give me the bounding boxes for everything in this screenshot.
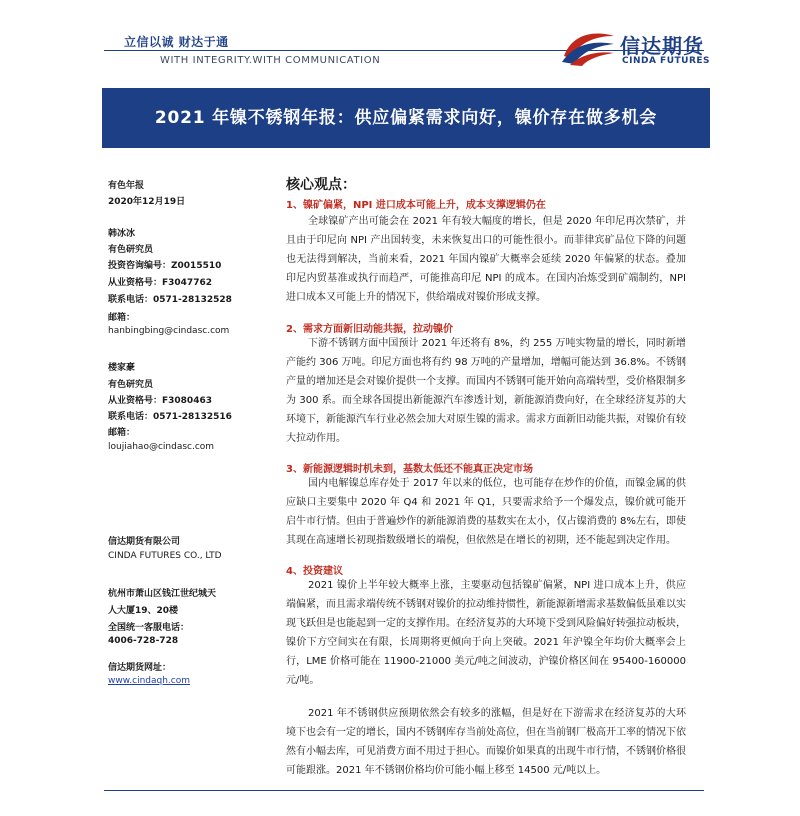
analyst-phone: 联系电话：0571-28132528 bbox=[108, 295, 232, 305]
address-line-2: 人大厦19、20楼 bbox=[108, 606, 179, 616]
analyst-license: 从业资格号：F3080463 bbox=[108, 396, 212, 406]
section-title-3: 3、新能源逻辑时机未到，基数太低还不能真正决定市场 bbox=[286, 464, 533, 475]
section-paragraph: 下游不锈钢方面中国预计 2021 年还将有 8%，约 255 万吨实物量的增长，同时新增产能约 306 万吨。印尼方面也将有约 98 万吨的产量增加，增幅可能达到 36.8%。不锈钢产量的增加还是会对镍价提供一个支撑。而国内不锈钢可能开始向高端转型，受价格限制多为 300 系。而全球各国提出新能源汽车渗透计划，新能源消费向好，在全球经济复苏的大环境下，新能源汽车行业必然会加大对原生镍的需求。需求方面新旧动能共振，对镍价有较大拉动作用。 bbox=[286, 338, 686, 444]
analyst-phone: 联系电话：0571-28132516 bbox=[108, 412, 232, 422]
section-title-2: 2、需求方面新旧动能共振，拉动镍价 bbox=[286, 324, 453, 335]
analyst-role: 有色研究员 bbox=[108, 380, 154, 390]
logo-text-en: CINDA FUTURES bbox=[622, 56, 711, 66]
hotline-number: 4006-728-728 bbox=[108, 636, 179, 646]
website-link[interactable]: www.cindaqh.com bbox=[108, 676, 190, 686]
company-name-cn: 信达期货有限公司 bbox=[108, 537, 181, 547]
section-paragraph: 国内电解镍总库存处于 2017 年以来的低位，也可能存在炒作的价值，而镍金属的供应缺口主要集中 2020 年 Q4 和 2021 年 Q1，只要需求给予一个爆发点，镍价就可能开启牛市行情。但由于普遍炒作的新能源消费的基数实在太小，仅占镍消费的 8%左右，即使其现在高速增长初现指数级增长的端倪，但依然是在增长的初期，还不能起到决定作用。 bbox=[286, 478, 686, 546]
footer-divider bbox=[104, 790, 704, 791]
website-label: 信达期货网址： bbox=[108, 663, 172, 673]
hotline-label: 全国统一客服电话： bbox=[108, 623, 190, 633]
address-line-1: 杭州市萧山区钱江世纪城天 bbox=[108, 589, 217, 599]
section-title-4: 4、投资建议 bbox=[286, 566, 343, 577]
core-views-heading: 核心观点： bbox=[286, 177, 356, 193]
analyst-license: 从业资格号：F3047762 bbox=[108, 278, 212, 288]
analyst-name: 韩冰冰 bbox=[108, 229, 136, 239]
report-title: 2021 年镍不锈钢年报：供应偏紧需求向好，镍价存在做多机会 bbox=[154, 108, 658, 128]
analyst-cert: 投资咨询编号：Z0015510 bbox=[108, 261, 222, 271]
analyst-email[interactable]: loujiahao@cindasc.com bbox=[108, 442, 215, 452]
analyst-email-label: 邮箱： bbox=[108, 313, 136, 323]
analyst-name: 楼家豪 bbox=[108, 363, 136, 373]
logo-text-cn: 信达期货 bbox=[620, 34, 704, 58]
analyst-role: 有色研究员 bbox=[108, 245, 154, 255]
company-logo bbox=[560, 26, 740, 66]
section-paragraph: 2021 年不锈钢供应预期依然会有较多的涨幅，但是好在下游需求在经济复苏的大环境下也会有一定的增长，国内不锈钢库存当前处高位，但在当前钢厂极高开工率的情况下依然有小幅去库，可见消费方面不用过于担心。而镍价如果真的出现牛市行情，不锈钢价格很可能跟涨。2021 年不锈钢价格均价可能小幅上移至 14500 元/吨以上。 bbox=[286, 708, 686, 776]
slogan-en: WITH INTEGRITY.WITH COMMUNICATION bbox=[160, 55, 381, 66]
section-title-1: 1、镍矿偏紧，NPI 进口成本可能上升，成本支撑逻辑仍在 bbox=[286, 200, 546, 211]
analyst-email-label: 邮箱： bbox=[108, 428, 136, 438]
analyst-email[interactable]: hanbingbing@cindasc.com bbox=[108, 326, 230, 336]
report-type: 有色年报 bbox=[108, 181, 145, 191]
report-date: 2020年12月19日 bbox=[108, 197, 186, 207]
section-paragraph: 全球镍矿产出可能会在 2021 年有较大幅度的增长，但是 2020 年印尼再次禁矿，并且由于印尼向 NPI 产出国转变，未来恢复出口的可能性很小。而菲律宾矿品位下降的问题也无法得到解决，当前来看，2021 年国内镍矿大概率会延续 2020 年偏紧的状态。叠加印尼内贸基准或执行而趋严，可能推高印尼 NPI 的成本。在国内冶炼受到矿端制约，NPI 进口成本又可能上升的情况下，供给端成对镍价形成支撑。 bbox=[286, 216, 686, 303]
slogan-cn: 立信以诚 财达于通 bbox=[124, 35, 229, 49]
company-name-en: CINDA FUTURES CO., LTD bbox=[108, 551, 222, 561]
page-header bbox=[0, 0, 800, 88]
report-title-bar bbox=[102, 88, 710, 148]
cinda-logo-icon bbox=[560, 26, 616, 66]
section-paragraph: 2021 镍价上半年较大概率上涨，主要驱动包括镍矿偏紧，NPI 进口成本上升，供应端偏紧，而且需求端传统不锈钢对镍价的拉动维持惯性，新能源新增需求基数偏低虽难以实现飞跃但是也能起到一定的支撑作用。在经济复苏的大环境下受到风险偏好转强拉动板块，镍价下方空间实在有限，长周期将更倾向于向上突破。2021 年沪镍全年均价大概率会上行，LME 价格可能在 11900-21000 美元/吨之间波动，沪镍价格区间在 95400-160000 元/吨。 bbox=[286, 580, 686, 686]
